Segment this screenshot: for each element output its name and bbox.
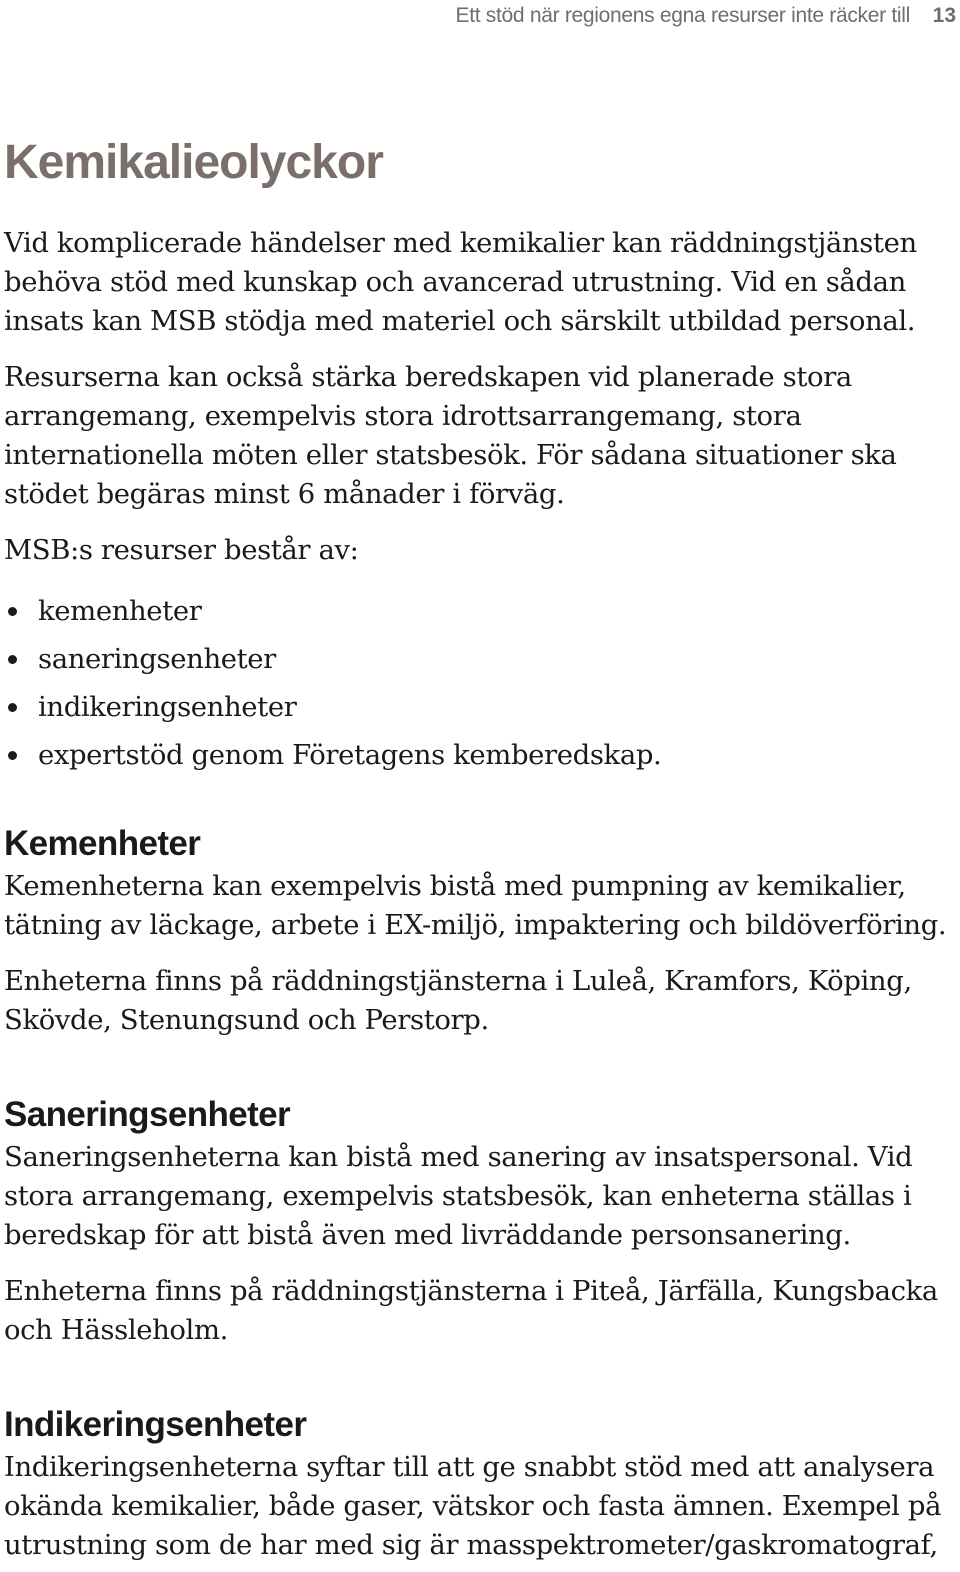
list-item: [4, 635, 956, 683]
list-item-text: indikeringsenheter: [38, 691, 297, 723]
list-intro: MSB:s resurser består av:: [4, 534, 359, 566]
section-paragraph: Enheterna finns på räddningstjänsterna i Piteå, Järfälla, Kungsbacka och Hässleholm.: [4, 1275, 938, 1346]
bullet-icon: [8, 703, 17, 712]
intro-paragraph: Vid komplicerade händelser med kemikalier kan räddningstjänsten behöva stöd med kunskap och avancerad utrustning. Vid en sådan insats kan MSB stödja med materiel och särskilt utbildad personal.: [4, 227, 917, 337]
section-paragraph: Saneringsenheterna kan bistå med sanering av insatspersonal. Vid stora arrangemang, exempelvis statsbesök, kan enheterna ställas i beredskap för att bistå även med livräddande personsanering.: [4, 1141, 913, 1251]
section-heading-saneringsenheter: Saneringsenheter: [4, 1095, 291, 1134]
list-item-text: expertstöd genom Företagens kemberedskap.: [38, 739, 662, 771]
section-paragraph: Enheterna finns på räddningstjänsterna i Luleå, Kramfors, Köping, Skövde, Stenungsund och Perstorp.: [4, 965, 912, 1036]
bullet-icon: [8, 751, 17, 760]
page-title: Kemikalieolyckor: [4, 136, 383, 189]
section-heading-indikeringsenheter: Indikeringsenheter: [4, 1405, 307, 1444]
list-item: [4, 587, 956, 635]
running-header: [0, 0, 960, 40]
section-paragraph: Kemenheterna kan exempelvis bistå med pumpning av kemikalier, tätning av läckage, arbete i EX-miljö, impaktering och bildöverföring.: [4, 870, 947, 941]
bullet-icon: [8, 655, 17, 664]
resource-list: [4, 587, 956, 779]
section-paragraph: Indikeringsenheterna syftar till att ge snabbt stöd med att analysera okända kemikalier, både gaser, vätskor och fasta ämnen. Exempel på utrustning som de har med sig är masspektrometer/gaskromatograf,: [4, 1451, 942, 1561]
bullet-icon: [8, 607, 17, 616]
list-item-text: saneringsenheter: [38, 643, 276, 675]
page-content: [4, 128, 956, 1565]
running-title: Ett stöd när regionens egna resurser inte räcker till: [455, 4, 910, 27]
intro-paragraph: Resurserna kan också stärka beredskapen vid planerade stora arrangemang, exempelvis stora idrottsarrangemang, stora internationella möten eller statsbesök. För sådana situationer ska stödet begäras minst 6 månader i förväg.: [4, 361, 897, 510]
section-heading-kemenheter: Kemenheter: [4, 824, 201, 863]
list-item: [4, 683, 956, 731]
list-item: [4, 731, 956, 779]
page-number: 13: [932, 4, 956, 27]
list-item-text: kemenheter: [38, 595, 202, 627]
